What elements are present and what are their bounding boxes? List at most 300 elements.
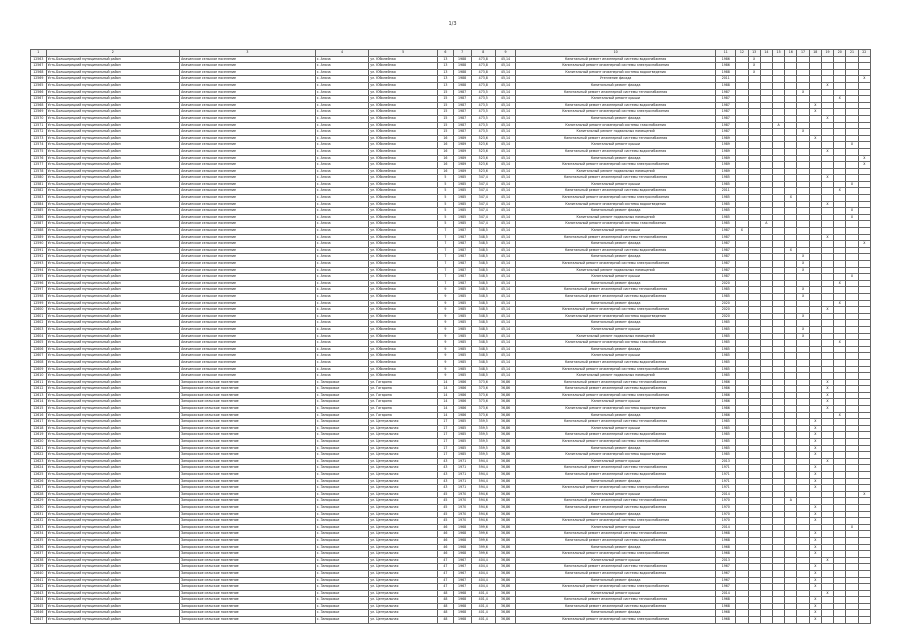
table-cell: Усть-Большерецкий муниципальный район [46,109,180,116]
table-cell: 399,6 [471,531,495,538]
table-cell [821,96,833,103]
table-cell [858,570,870,577]
table-cell [834,195,846,202]
table-cell: 16 [438,168,454,175]
table-cell: Запорожское сельское поселение [180,498,316,505]
table-cell [736,346,748,353]
table-cell: Капитальный ремонт инженерной системы водоснабжения [516,603,716,610]
table-cell: 12647 [31,617,47,624]
table-row [31,392,871,399]
table-cell: 348,5 [471,241,495,248]
table-cell: 5 [438,221,454,228]
table-cell [834,56,846,63]
table-cell [858,181,870,188]
table-cell: ул. Центральная [369,445,438,452]
table-cell: 594,6 [471,518,495,525]
table-cell [834,109,846,116]
table-cell: 1985 [716,195,736,202]
table-cell [797,162,809,169]
table-cell [772,274,784,281]
table-cell [809,181,821,188]
table-cell: Капитальный ремонт инженерной системы электроснабжения [516,617,716,624]
table-cell [846,135,858,142]
table-cell [834,76,846,83]
table-cell: Усть-Большерецкий муниципальный район [46,504,180,511]
table-cell: 12583 [31,195,47,202]
table-cell: 348,5 [471,346,495,353]
table-cell [846,577,858,584]
table-cell [809,122,821,129]
table-cell: 36,86 [495,425,515,432]
table-cell [834,511,846,518]
table-cell: 12635 [31,537,47,544]
table-cell: 1985 [716,201,736,208]
table-cell: Капитальный ремонт инженерной системы водоснабжения [516,56,716,63]
table-cell: 45,14 [495,168,515,175]
table-cell [809,82,821,89]
table-cell [748,544,760,551]
table-row [31,293,871,300]
table-cell [736,511,748,518]
table-cell: с. Апача [315,181,368,188]
table-cell: Апачинское сельское поселение [180,346,316,353]
table-cell [797,498,809,505]
table-cell: 404,4 [471,577,495,584]
table-cell [772,175,784,182]
table-cell: Апачинское сельское поселение [180,326,316,333]
table-row [31,214,871,221]
table-cell [748,175,760,182]
table-cell [821,551,833,558]
table-cell [858,188,870,195]
table-cell [760,63,772,70]
table-cell: X [797,326,809,333]
table-cell: 473,8 [471,63,495,70]
table-cell: 1986 [716,379,736,386]
table-cell [785,148,797,155]
table-cell: Капитальный ремонт крыши [516,274,716,281]
table-cell: с. Апача [315,188,368,195]
table-cell: Апачинское сельское поселение [180,142,316,149]
table-cell [834,458,846,465]
table-row [31,63,871,70]
table-cell: X [809,109,821,116]
table-cell: 14 [438,379,454,386]
table-cell: Апачинское сельское поселение [180,96,316,103]
table-cell: 1968 [716,610,736,617]
table-cell [785,188,797,195]
table-cell [834,359,846,366]
table-cell: ул. Юбилейная [369,175,438,182]
table-cell: 1985 [453,359,471,366]
table-cell: 36,86 [495,379,515,386]
table-cell: 594,4 [471,485,495,492]
table-cell: Усть-Большерецкий муниципальный район [46,524,180,531]
table-cell: 7 [438,247,454,254]
table-row [31,597,871,604]
table-cell: Запорожское сельское поселение [180,452,316,459]
table-cell [834,168,846,175]
table-cell [846,557,858,564]
table-cell: Усть-Большерецкий муниципальный район [46,195,180,202]
table-cell: Апачинское сельское поселение [180,287,316,294]
table-cell: 1985 [716,452,736,459]
table-cell: 15 [438,115,454,122]
table-cell [760,274,772,281]
table-cell: 1985 [716,221,736,228]
table-cell [772,326,784,333]
table-row [31,472,871,479]
table-cell [797,142,809,149]
table-cell: 1985 [453,340,471,347]
column-header: 2 [46,50,180,57]
table-cell: Капитальный ремонт инженерной системы водоснабжения [516,188,716,195]
table-cell [748,564,760,571]
column-header: 16 [785,50,797,57]
table-cell: 1968 [453,537,471,544]
table-row [31,498,871,505]
table-cell [797,419,809,426]
table-cell: с. Апача [315,373,368,380]
table-cell: X [821,386,833,393]
table-cell: X [809,465,821,472]
table-cell [748,313,760,320]
table-cell [834,392,846,399]
table-cell: 348,5 [471,267,495,274]
table-cell: Апачинское сельское поселение [180,168,316,175]
table-cell: ул. Центральная [369,564,438,571]
table-cell [834,445,846,452]
table-cell: ул. Центральная [369,491,438,498]
table-cell: 1987 [716,102,736,109]
table-cell [748,326,760,333]
table-cell: X [809,577,821,584]
table-cell: 404,4 [471,584,495,591]
table-cell: 399,6 [471,537,495,544]
table-cell [736,399,748,406]
table-row [31,617,871,624]
table-cell [809,373,821,380]
table-cell [797,472,809,479]
table-row [31,412,871,419]
table-cell: ул. Юбилейная [369,214,438,221]
table-cell: 12581 [31,181,47,188]
table-cell [858,597,870,604]
table-cell [797,557,809,564]
table-cell [834,366,846,373]
table-cell [785,353,797,360]
table-cell [772,366,784,373]
table-cell: 12611 [31,379,47,386]
table-cell: Капитальный ремонт инженерной системы электроснабжения [516,392,716,399]
table-cell: 347,4 [471,208,495,215]
table-cell: с. Апача [315,102,368,109]
table-cell: Усть-Большерецкий муниципальный район [46,392,180,399]
table-cell [772,148,784,155]
table-cell: 348,5 [471,234,495,241]
table-cell [760,148,772,155]
table-cell: 7 [438,280,454,287]
table-cell [834,274,846,281]
table-cell [797,155,809,162]
table-cell: 9 [438,307,454,314]
table-cell: Капитальный ремонт инженерной системы водоснабжения [516,247,716,254]
table-row [31,584,871,591]
table-cell [748,148,760,155]
table-cell [760,366,772,373]
table-cell [858,234,870,241]
table-cell [821,109,833,116]
table-cell: Усть-Большерецкий муниципальный район [46,564,180,571]
table-cell [858,610,870,617]
table-cell: с. Запорожье [315,458,368,465]
table-cell: ул. Гагарина [369,392,438,399]
table-cell [772,504,784,511]
table-cell: 1985 [453,452,471,459]
table-cell [858,366,870,373]
table-cell: Усть-Большерецкий муниципальный район [46,590,180,597]
table-cell: 15 [438,129,454,136]
table-cell: ул. Центральная [369,478,438,485]
table-cell: Утепление фасада [516,76,716,83]
table-cell: Капитальный ремонт подвальных помещений [516,129,716,136]
table-cell: Запорожское сельское поселение [180,445,316,452]
table-row [31,531,871,538]
table-cell [858,392,870,399]
table-cell: с. Апача [315,247,368,254]
table-cell: 17 [438,439,454,446]
table-cell [797,76,809,83]
table-cell: 1971 [453,472,471,479]
table-cell: Запорожское сельское поселение [180,617,316,624]
table-cell [846,307,858,314]
table-cell [858,313,870,320]
table-cell: 1989 [716,162,736,169]
table-cell: с. Апача [315,63,368,70]
table-cell [846,340,858,347]
table-cell [834,432,846,439]
table-cell: 1968 [716,617,736,624]
table-cell [858,168,870,175]
table-cell: 47 [438,577,454,584]
table-cell: 1985 [453,208,471,215]
table-cell: 1967 [453,584,471,591]
table-cell: Запорожское сельское поселение [180,584,316,591]
table-cell: с. Запорожье [315,379,368,386]
column-header: 8 [471,50,495,57]
table-cell: 1985 [453,346,471,353]
table-cell [772,577,784,584]
table-row [31,439,871,446]
table-cell [821,498,833,505]
table-cell [797,280,809,287]
table-cell [736,274,748,281]
table-cell [821,274,833,281]
table-cell: X [785,195,797,202]
table-cell: 1986 [453,379,471,386]
table-cell [785,254,797,261]
table-cell: 348,5 [471,300,495,307]
table-cell [736,175,748,182]
table-cell: 9 [438,313,454,320]
table-cell [736,504,748,511]
table-cell [785,228,797,235]
table-cell: 1985 [716,293,736,300]
table-cell: 1985 [453,201,471,208]
table-cell: с. Запорожье [315,452,368,459]
table-cell: Капитальный ремонт инженерной системы теплоснабжения [516,379,716,386]
table-cell: 1988 [453,63,471,70]
table-cell [772,162,784,169]
table-cell [797,135,809,142]
table-cell: 45,14 [495,320,515,327]
table-cell: с. Апача [315,69,368,76]
table-cell [760,498,772,505]
table-row [31,577,871,584]
table-cell [846,452,858,459]
table-cell [846,597,858,604]
table-cell [846,69,858,76]
table-cell [846,570,858,577]
table-cell: Капитальный ремонт инженерной системы газоснабжения [516,221,716,228]
table-cell: с. Апача [315,214,368,221]
table-cell [821,419,833,426]
table-cell: 1967 [716,570,736,577]
table-cell [846,234,858,241]
table-cell [858,557,870,564]
column-header: 14 [760,50,772,57]
table-cell [772,56,784,63]
table-cell [748,300,760,307]
table-cell [748,307,760,314]
table-cell: Капитальный ремонт инженерной системы электроснабжения [516,307,716,314]
table-cell [858,551,870,558]
table-cell: X [858,241,870,248]
table-cell: Капитальный ремонт фасада [516,155,716,162]
table-cell [797,597,809,604]
table-cell [748,425,760,432]
table-cell: Апачинское сельское поселение [180,135,316,142]
table-cell: 36,86 [495,392,515,399]
table-cell: Капитальный ремонт инженерной системы электроснабжения [516,485,716,492]
table-cell: 2014 [716,491,736,498]
table-cell: Капитальный ремонт крыши [516,326,716,333]
table-cell: 9 [438,333,454,340]
table-cell: 1989 [453,162,471,169]
table-cell: Запорожское сельское поселение [180,537,316,544]
table-cell [797,511,809,518]
table-cell: 36,86 [495,439,515,446]
table-cell: Запорожское сельское поселение [180,439,316,446]
table-cell [797,201,809,208]
table-cell [846,261,858,268]
table-cell: 347,4 [471,188,495,195]
table-cell: с. Апача [315,155,368,162]
table-cell [821,208,833,215]
table-cell: 1985 [453,439,471,446]
table-cell: 594,6 [471,504,495,511]
table-cell [772,498,784,505]
table-row [31,300,871,307]
table-cell [760,129,772,136]
table-cell: Усть-Большерецкий муниципальный район [46,247,180,254]
table-cell [748,241,760,248]
column-header: 19 [821,50,833,57]
table-cell: с. Запорожье [315,439,368,446]
table-cell: Капитальный ремонт инженерной системы теплоснабжения [516,597,716,604]
table-cell: 1971 [716,485,736,492]
table-cell: 1987 [716,89,736,96]
table-cell [772,603,784,610]
table-cell [846,326,858,333]
table-row [31,320,871,327]
table-cell [834,254,846,261]
table-cell [785,142,797,149]
table-cell [748,142,760,149]
table-cell: Капитальный ремонт фасада [516,320,716,327]
table-cell: 36,86 [495,419,515,426]
table-cell: 13 [438,76,454,83]
table-cell [748,214,760,221]
table-cell: 1970 [716,518,736,525]
table-cell: X [748,56,760,63]
table-cell [834,425,846,432]
table-cell [785,109,797,116]
table-cell: с. Апача [315,129,368,136]
table-cell [772,557,784,564]
table-cell [785,346,797,353]
table-cell [772,340,784,347]
table-cell [748,432,760,439]
table-cell: Усть-Большерецкий муниципальный район [46,379,180,386]
table-cell: Усть-Большерецкий муниципальный район [46,359,180,366]
table-cell: 5 [438,188,454,195]
table-cell: ул. Центральная [369,557,438,564]
table-cell: 17 [438,419,454,426]
table-cell: ул. Юбилейная [369,280,438,287]
table-cell: 1987 [453,115,471,122]
table-cell: с. Апача [315,234,368,241]
table-cell: ул. Юбилейная [369,155,438,162]
table-cell [736,267,748,274]
table-cell: 348,5 [471,254,495,261]
table-cell [809,208,821,215]
table-cell: 1987 [453,234,471,241]
table-cell [821,465,833,472]
table-cell: 45,14 [495,366,515,373]
table-cell [772,241,784,248]
table-cell: 1986 [716,412,736,419]
table-cell [785,485,797,492]
table-cell: Запорожское сельское поселение [180,491,316,498]
table-cell [821,162,833,169]
table-cell [797,537,809,544]
table-cell: Усть-Большерецкий муниципальный район [46,56,180,63]
table-cell: Усть-Большерецкий муниципальный район [46,82,180,89]
table-cell [858,89,870,96]
table-cell [785,267,797,274]
table-cell: 12566 [31,89,47,96]
table-cell: 12607 [31,353,47,360]
table-cell: с. Запорожье [315,518,368,525]
table-cell [858,293,870,300]
table-cell: Усть-Большерецкий муниципальный район [46,326,180,333]
table-row [31,96,871,103]
table-cell [858,617,870,624]
table-cell [809,188,821,195]
table-cell: с. Апача [315,142,368,149]
table-cell: Капитальный ремонт инженерной системы электроснабжения [516,195,716,202]
